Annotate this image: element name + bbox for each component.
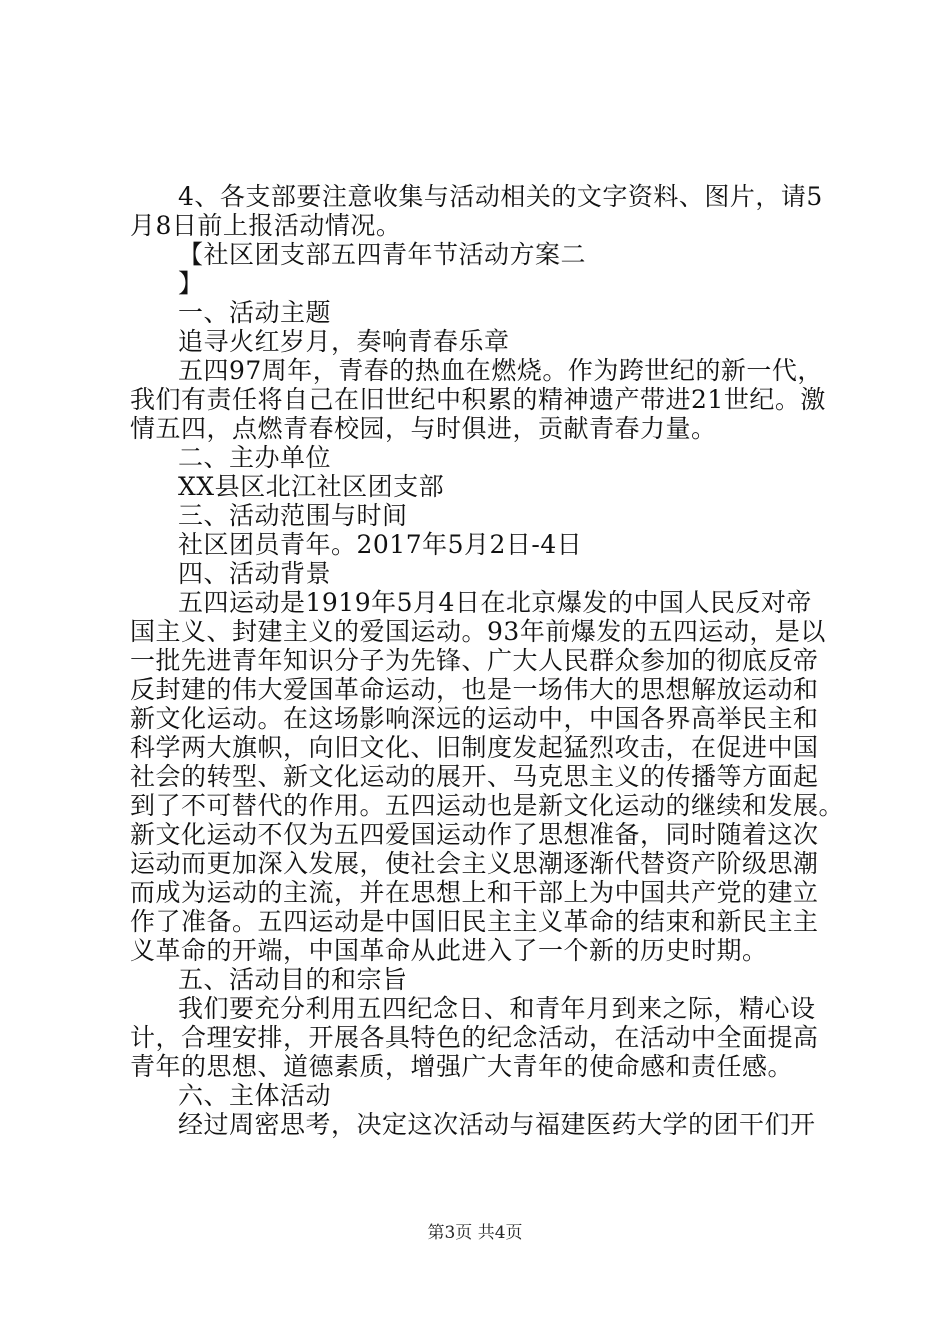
text-line: 新文化运动。在这场影响深远的运动中，中国各界高举民主和 bbox=[130, 704, 819, 733]
text-line: 运动而更加深入发展，使社会主义思潮逐渐代替资产阶级思潮 bbox=[130, 849, 819, 878]
section-heading: 三、活动范围与时间 bbox=[178, 501, 408, 530]
text-line: 国主义、封建主义的爱国运动。93年前爆发的五四运动，是以 bbox=[130, 617, 826, 646]
section-heading: 五、活动目的和宗旨 bbox=[178, 965, 408, 994]
text-line: 科学两大旗帜，向旧文化、旧制度发起猛烈攻击，在促进中国 bbox=[130, 733, 819, 762]
text-line: 一批先进青年知识分子为先锋、广大人民群众参加的彻底反帝 bbox=[130, 646, 819, 675]
text-line: 【社区团支部五四青年节活动方案二 bbox=[178, 240, 587, 269]
text-line: 】 bbox=[178, 269, 204, 298]
text-line: 月8日前上报活动情况。 bbox=[130, 211, 402, 240]
section-heading: 六、主体活动 bbox=[178, 1081, 332, 1110]
text-line: 计，合理安排，开展各具特色的纪念活动，在活动中全面提高 bbox=[130, 1023, 819, 1052]
text-line: 社会的转型、新文化运动的展开、马克思主义的传播等方面起 bbox=[130, 762, 819, 791]
text-line: 情五四，点燃青春校园，与时俱进，贡献青春力量。 bbox=[130, 414, 717, 443]
text-line: 五四97周年，青春的热血在燃烧。作为跨世纪的新一代， bbox=[178, 356, 823, 385]
text-line: 社区团员青年。2017年5月2日-4日 bbox=[178, 530, 583, 559]
text-line: 到了不可替代的作用。五四运动也是新文化运动的继续和发展。 bbox=[130, 791, 845, 820]
text-line: 新文化运动不仅为五四爱国运动作了思想准备，同时随着这次 bbox=[130, 820, 819, 849]
text-line: 义革命的开端，中国革命从此进入了一个新的历史时期。 bbox=[130, 936, 768, 965]
section-heading: 一、活动主题 bbox=[178, 298, 332, 327]
page-number-footer: 第3页 共4页 bbox=[427, 1223, 523, 1243]
text-line: 作了准备。五四运动是中国旧民主主义革命的结束和新民主主 bbox=[130, 907, 819, 936]
text-line: 而成为运动的主流，并在思想上和干部上为中国共产党的建立 bbox=[130, 878, 819, 907]
text-line: 我们要充分利用五四纪念日、和青年月到来之际，精心设 bbox=[178, 994, 816, 1023]
text-line: 4、各支部要注意收集与活动相关的文字资料、图片，请5 bbox=[178, 182, 823, 211]
text-line: 追寻火红岁月，奏响青春乐章 bbox=[178, 327, 510, 356]
text-line: 五四运动是1919年5月4日在北京爆发的中国人民反对帝 bbox=[178, 588, 812, 617]
text-line: 我们有责任将自己在旧世纪中积累的精神遗产带进21世纪。激 bbox=[130, 385, 826, 414]
section-heading: 四、活动背景 bbox=[178, 559, 332, 588]
text-line: XX县区北江社区团支部 bbox=[178, 472, 445, 501]
text-line: 青年的思想、道德素质，增强广大青年的使命感和责任感。 bbox=[130, 1052, 794, 1081]
section-heading: 二、主办单位 bbox=[178, 443, 332, 472]
text-line: 经过周密思考，决定这次活动与福建医药大学的团干们开 bbox=[178, 1110, 816, 1139]
text-line: 反封建的伟大爱国革命运动，也是一场伟大的思想解放运动和 bbox=[130, 675, 819, 704]
